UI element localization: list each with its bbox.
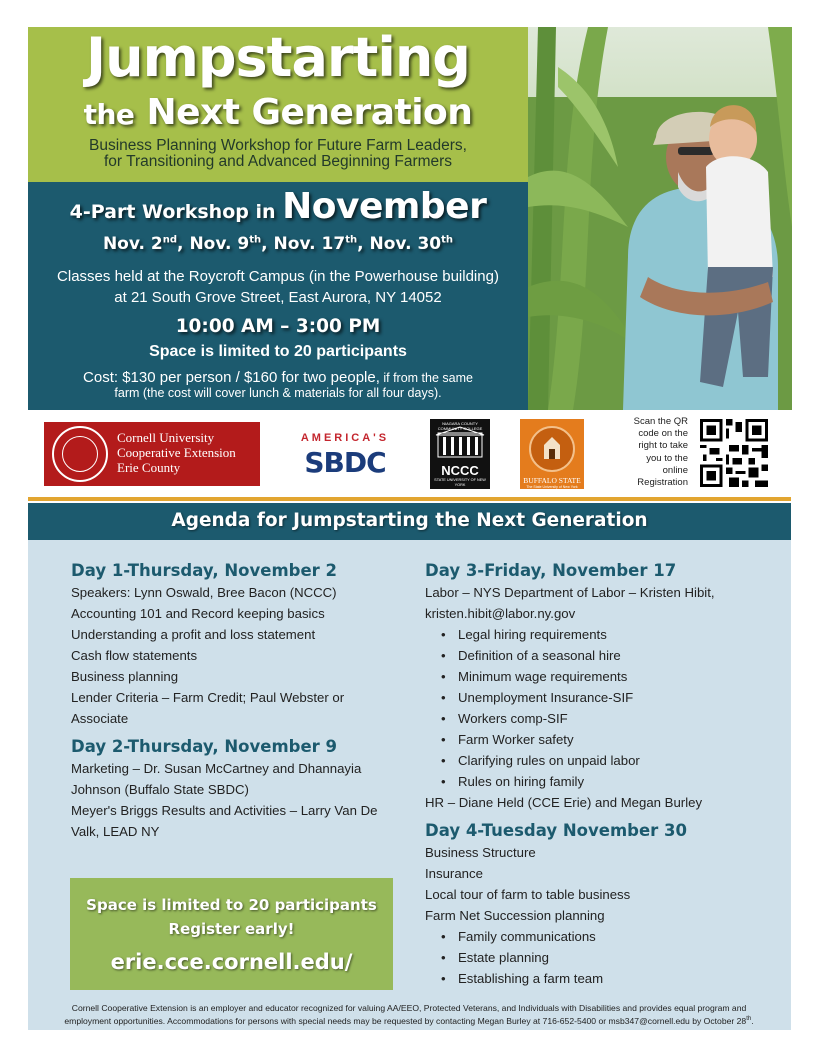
page-title-line2 — [28, 92, 528, 133]
cornell-seal-inner-icon — [62, 436, 98, 472]
cost-info — [28, 370, 528, 401]
day4-line: Insurance — [425, 866, 483, 881]
day1-line: Business planning — [71, 669, 179, 684]
title-the: the — [83, 98, 135, 131]
day4-list — [425, 926, 770, 989]
workshop-dates: Nov. 2nd, Nov. 9th, Nov. 17th, Nov. 30th — [102, 234, 454, 254]
list-item: • Workers comp-SIF — [458, 708, 770, 729]
register-link[interactable]: erie.cce.cornell.edu/ — [110, 950, 353, 974]
list-item: • Establishing a farm team — [458, 968, 770, 989]
space-limit: Space is limited to 20 participants — [149, 343, 407, 360]
day3-hr: HR – Diane Held (CCE Erie) and Megan Burley — [425, 795, 703, 810]
list-item: • Farm Worker safety — [458, 729, 770, 750]
day2-line: Meyer's Briggs Results and Activities – Larry Van De — [71, 803, 378, 818]
list-item: • Unemployment Insurance-SIF — [458, 687, 770, 708]
nccc-caption: NIAGARA COUNTY COMMUNITY COLLEGE — [437, 421, 483, 431]
list-item: • Estate planning — [458, 947, 770, 968]
cornell-line2: Cooperative Extension — [117, 445, 236, 460]
day3-email[interactable]: kristen.hibit@labor.ny.gov — [425, 606, 576, 621]
day1-line: Understanding a profit and loss statement — [71, 627, 316, 642]
month-prefix: 4-Part Workshop in — [69, 201, 276, 223]
day2-line: Marketing – Dr. Susan McCartney and Dhannayia — [71, 761, 362, 776]
date-3-suffix: th — [345, 234, 358, 246]
register-limit: Space is limited to 20 participants — [86, 896, 377, 914]
agenda-title: Agenda for Jumpstarting the Next Generation — [171, 510, 648, 531]
page-title: Jumpstarting — [86, 26, 470, 89]
day1-line: Associate — [71, 711, 129, 726]
sbdc-logo: SBDC — [304, 446, 386, 479]
day4-line: Local tour of farm to table business — [425, 887, 631, 902]
nccc-name: NCCC — [441, 463, 479, 478]
day2-heading: Day 2-Thursday, November 9 — [71, 737, 338, 756]
list-item: • Definition of a seasonal hire — [458, 645, 770, 666]
title-next-generation: Next Generation — [146, 92, 473, 133]
cost-small: if from the same — [379, 371, 473, 385]
agenda-right-column — [425, 561, 770, 989]
day4-heading: Day 4-Tuesday November 30 — [425, 821, 687, 840]
footer-line2: employment opportunities. Accommodations for persons with special needs may be requested by contacting Megan Burley at 716-652-5400 or msb347@cornell.edu by October 28 — [64, 1015, 747, 1026]
location — [28, 266, 528, 308]
workshop-time: 10:00 AM – 3:00 PM — [175, 316, 381, 337]
day2-line: Johnson (Buffalo State SBDC) — [71, 782, 249, 797]
buffalo-state-sub: The State University of New York — [526, 485, 578, 489]
date-4: Nov. 30 — [369, 234, 442, 254]
footer-sup: th — [746, 1016, 752, 1022]
cost-line2: farm (the cost will cover lunch & materials for all four days). — [114, 386, 442, 400]
divider — [28, 497, 791, 501]
subtitle-line1: Business Planning Workshop for Future Farm Leaders, — [89, 137, 467, 154]
cost-main: Cost: $130 per person / $160 for two people, — [83, 369, 380, 386]
date-2-suffix: th — [249, 234, 262, 246]
day3-line: Labor – NYS Department of Labor – Kristen Hibit, — [425, 585, 715, 600]
nccc-sub: STATE UNIVERSITY OF NEW YORK — [434, 478, 486, 487]
day2-line: Valk, LEAD NY — [71, 824, 160, 839]
day1-line: Accounting 101 and Record keeping basics — [71, 606, 325, 621]
footer-end: . — [751, 1015, 754, 1026]
footer-line2-wrap — [40, 1014, 778, 1027]
date-1: Nov. 2 — [102, 234, 163, 254]
cornell-logo-text — [117, 430, 257, 475]
workshop-month — [28, 186, 528, 227]
day1-line: Speakers: Lynn Oswald, Bree Bacon (NCCC) — [71, 585, 337, 600]
farmer-photo-image — [528, 27, 792, 410]
sbdc-logo-top: AMERICA'S — [300, 432, 390, 444]
cornell-line3: Erie County — [117, 460, 181, 475]
cornell-line1: Cornell University — [117, 430, 215, 445]
list-item: • Family communications — [458, 926, 770, 947]
month-name: November — [282, 186, 487, 227]
day3-heading: Day 3-Friday, November 17 — [425, 561, 677, 580]
footer-line1: Cornell Cooperative Extension is an employer and educator recognized for valuing AA/EEO, Protected Veterans, and Individuals with Disabilities and provides equal program and — [71, 1003, 747, 1013]
day1-line: Lender Criteria – Farm Credit; Paul Webster or — [71, 690, 345, 705]
register-early: Register early! — [168, 920, 295, 938]
list-item: • Clarifying rules on unpaid labor — [458, 750, 770, 771]
day1-line: Cash flow statements — [71, 648, 198, 663]
location-line1: Classes held at the Roycroft Campus (in the Powerhouse building) — [57, 268, 499, 285]
buffalo-state-name: BUFFALO STATE — [523, 476, 581, 485]
date-3: Nov. 17 — [273, 234, 346, 254]
day1-heading: Day 1-Thursday, November 2 — [71, 561, 338, 580]
agenda-left-column — [71, 561, 401, 842]
subtitle — [28, 138, 528, 170]
day4-line: Farm Net Succession planning — [425, 908, 605, 923]
day3-list — [425, 624, 770, 792]
footer-disclaimer — [40, 1003, 778, 1027]
day4-line: Business Structure — [425, 845, 536, 860]
date-1-suffix: nd — [162, 234, 178, 246]
location-line2: at 21 South Grove Street, East Aurora, NY 14052 — [114, 289, 442, 306]
date-4-suffix: th — [441, 234, 454, 246]
subtitle-line2: for Transitioning and Advanced Beginning Farmers — [103, 153, 453, 170]
list-item: • Minimum wage requirements — [458, 666, 770, 687]
qr-instructions: Scan the QR code on the right to take you to the online Registration — [633, 416, 688, 489]
date-2: Nov. 9 — [189, 234, 250, 254]
farmer-photo — [528, 27, 792, 410]
list-item: • Legal hiring requirements — [458, 624, 770, 645]
list-item: • Rules on hiring family — [458, 771, 770, 792]
qr-code-image — [700, 419, 768, 487]
qr-code-icon[interactable] — [700, 419, 768, 487]
